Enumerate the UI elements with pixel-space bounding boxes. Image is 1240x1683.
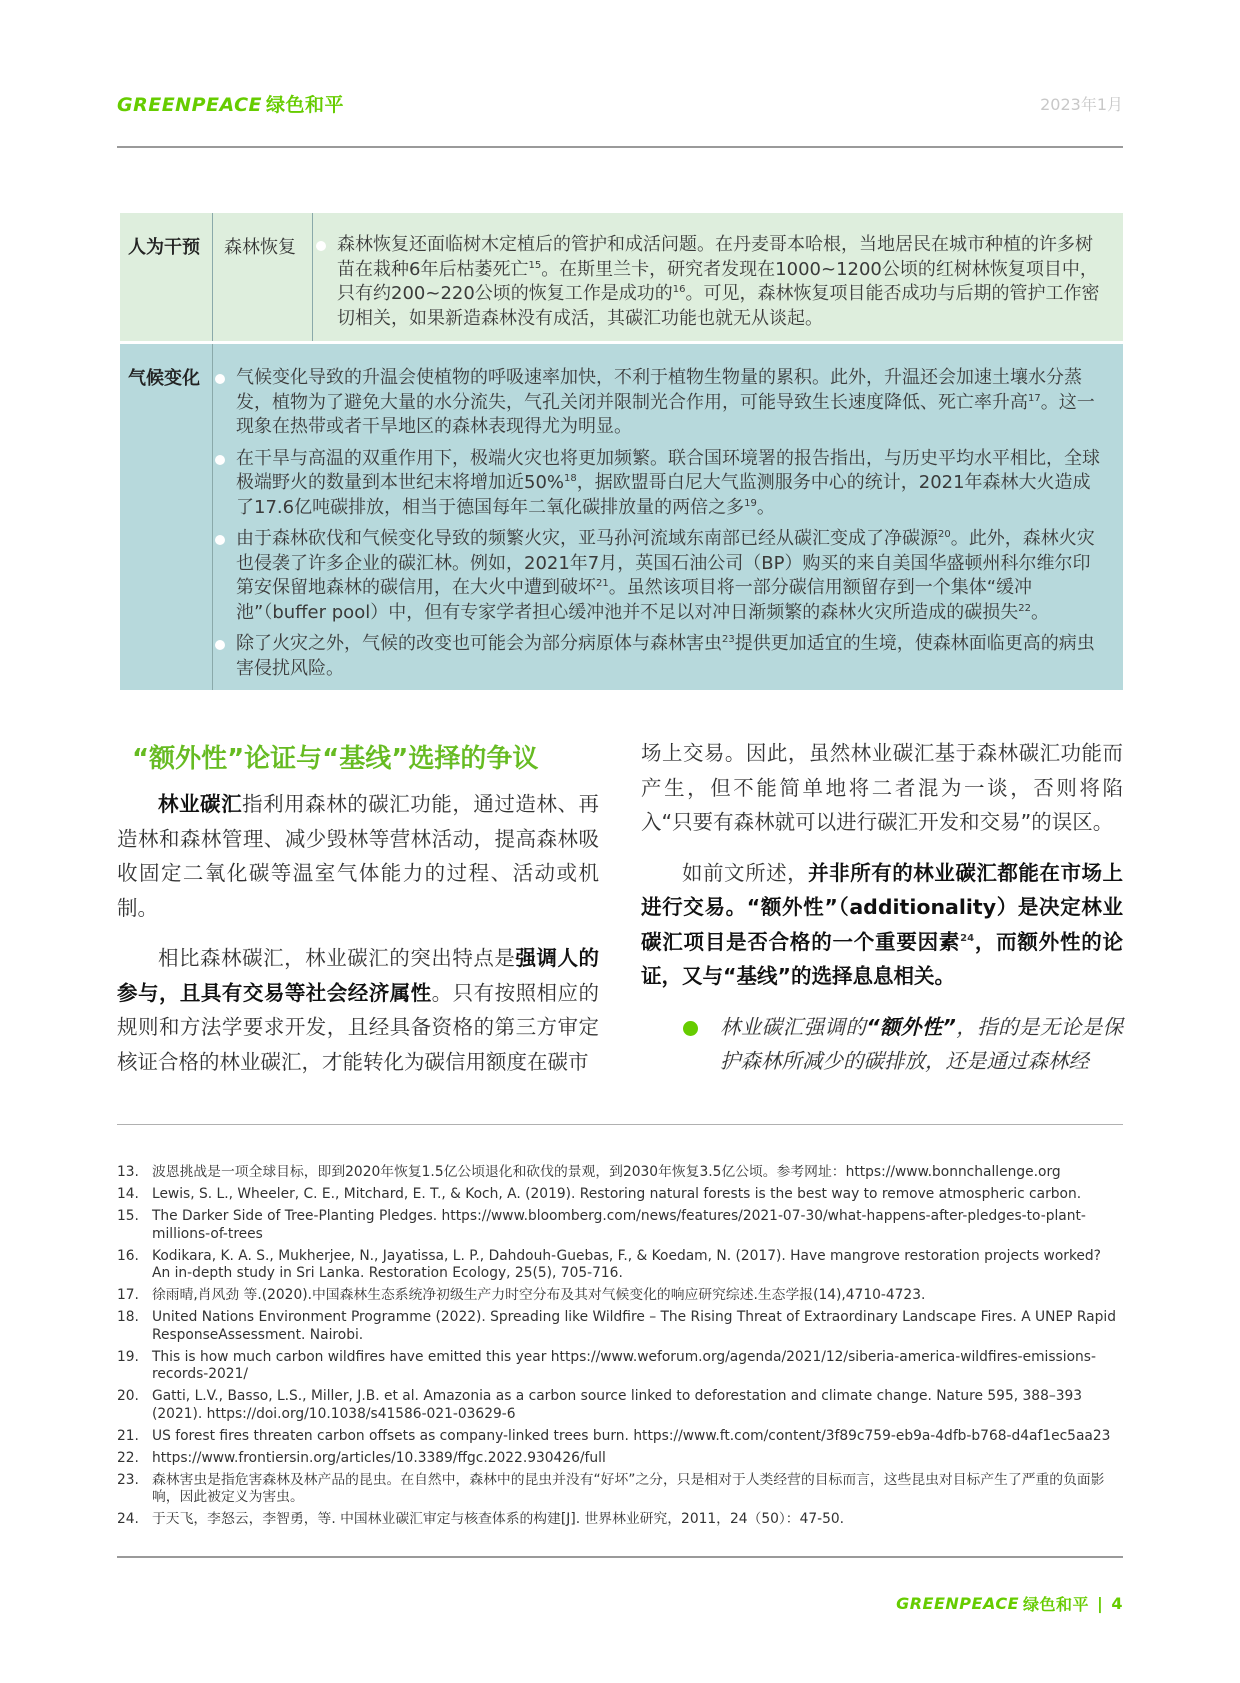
footnote-text: 徐雨晴,肖风劲 等.(2020).中国森林生态系统净初级生产力时空分布及其对气候变化的响应研究综述.生态学报(14),4710-4723.: [152, 1287, 926, 1303]
page-number: 4: [1111, 1594, 1123, 1613]
left-column: [117, 787, 599, 1095]
header-date: 2023年1月: [1040, 95, 1123, 114]
text-run: ，据欧盟哥白尼大气监测服务中心的统计，2021年森林大火造成了17.6亿吨碳排放，相当于德国每年二氧化碳排放量的两倍之多: [236, 472, 1091, 518]
bullet-item: [214, 447, 1107, 521]
paragraph: [117, 787, 599, 925]
bullet-list: [315, 233, 1105, 338]
footnote-list: [117, 1164, 1123, 1533]
footnote-text: Lewis, S. L., Wheeler, C. E., Mitchard, E. T., & Koch, A. (2019). Restoring natural forests is the best way to remove atmospheric carbon.: [152, 1186, 1082, 1202]
bullet-list: [214, 366, 1107, 688]
footer: [896, 1592, 1123, 1615]
text-run: 气候变化导致的升温会使植物的呼吸速率加快，不利于植物生物量的累积。此外，升温还会加速土壤水分蒸发，植物为了避免大量的水分流失，气孔关闭并限制光合作用，可能导致生长速度降低、死亡率升高: [236, 367, 1082, 413]
text-run: 除了火灾之外，气候的改变也可能会为部分病原体与森林害虫: [236, 633, 722, 654]
bullet-item: [214, 366, 1107, 440]
text-run: 。这一现象在热带或者干旱地区的森林表现得尤为明显。: [236, 391, 1095, 437]
header-greenpeace-logo: [117, 90, 344, 117]
footnote-ref: 23: [722, 634, 735, 645]
text-run: 。虽然该项目将一部分碳信用额留存到一个集体“缓冲池”（buffer pool）中，但有专家学者担心缓冲池并不足以对冲日渐频繁的森林火灾所造成的碳损失: [236, 577, 1033, 623]
footnote-text: Kodikara, K. A. S., Mukherjee, N., Jayatissa, L. P., Dahdouh-Guebas, F., & Koedam, N. (2017). Have mangrove restoration projects worked? An in-depth study in Sri Lanka. Restoration Ecology, 25(5), 705-716.: [152, 1247, 1102, 1281]
footnote-number: 20.: [117, 1388, 139, 1404]
footnote-item: [117, 1472, 1123, 1507]
text-run: 。此外，森林火灾也侵袭了许多企业的碳汇林。例如，2021年7月，英国石油公司（BP）购买的来自美国华盛顿州科尔维尔印第安保留地森林的碳信用，在大火中遭到破坏: [236, 528, 1095, 598]
header-divider: [117, 146, 1123, 148]
footnote-number: 24.: [117, 1511, 139, 1527]
footer-separator: |: [1097, 1594, 1104, 1613]
callout: [641, 1010, 1123, 1079]
footnote-number: 16.: [117, 1247, 139, 1264]
bullet-item: [315, 233, 1105, 331]
text-run: ，指的是无论是保护森林所减少的碳排放，还是通过森林经: [720, 1014, 1124, 1073]
footnote-item: [117, 1450, 1123, 1468]
footnote-ref: 18: [564, 473, 577, 484]
bullet-item: [214, 527, 1107, 625]
text-run: 场上交易。因此，虽然林业碳汇基于森林碳汇功能而产生，但不能简单地将二者混为一谈，否则将陷入“只要有森林就可以进行碳汇开发和交易”的误区。: [641, 741, 1123, 834]
table-row-climate-change: [120, 344, 1123, 690]
footnote-item: [117, 1287, 1123, 1305]
footnote-number: 13.: [117, 1164, 139, 1180]
footnote-number: 22.: [117, 1449, 139, 1466]
footnote-number: 14.: [117, 1186, 139, 1202]
footnote-ref: 15: [528, 259, 542, 271]
bold-text-run: 并非所有的林业碳汇都能在市场上进行交易。“额外性”（additionality）是决定林业碳汇项目是否合格的一个重要因素: [641, 860, 1124, 954]
paragraph: [641, 736, 1123, 840]
footer-logo-chinese-text: 绿色和平: [1023, 1595, 1090, 1614]
text-run: 森林恢复还面临树木定植后的管护和成活问题。在丹麦哥本哈根，当地居民在城市种植的许多树苗在栽种6年后枯萎死亡: [337, 234, 1093, 280]
footer-logo-text: GREENPEACE: [896, 1594, 1019, 1613]
bold-text-run: 林业碳汇: [158, 792, 243, 816]
footnote-item: [117, 1309, 1123, 1344]
footnote-text: 波恩挑战是一项全球目标，即到2020年恢复1.5亿公顷退化和砍伐的景观，到2030年恢复3.5亿公顷。参考网址：https://www.bonnchallenge.org: [152, 1164, 1061, 1180]
text-run: 林业碳汇强调的: [720, 1014, 867, 1039]
logo-chinese-text: 绿色和平: [266, 94, 345, 116]
footnote-item: [117, 1164, 1123, 1182]
footnote-item: [117, 1511, 1123, 1529]
footnote-ref: 19: [744, 497, 757, 509]
text-run: 提供更加适宜的生境，使森林面临更高的病虫害侵扰风险。: [236, 633, 1095, 679]
footnote-item: [117, 1248, 1123, 1283]
logo-text: GREENPEACE: [117, 94, 263, 116]
footnote-number: 21.: [117, 1427, 139, 1444]
text-run: 相比森林碳汇，林业碳汇的突出特点是: [158, 946, 516, 970]
footnote-item: [117, 1186, 1123, 1204]
footnote-text: US forest fires threaten carbon offsets as company-linked trees burn. https://www.ft.com/content/3f89c759-eb9a-4dfb-b768-d4af1ec5aa23: [152, 1427, 1111, 1444]
footnote-ref: 21: [596, 578, 609, 589]
footnote-text: United Nations Environment Programme (2022). Spreading like Wildfire – The Rising Threat of Extraordinary Landscape Fires. A UNEP Rapid ResponseAssessment. Nairobi.: [152, 1309, 1116, 1343]
column-divider: [212, 213, 213, 341]
footnote-text: This is how much carbon wildfires have emitted this year https://www.weforum.org/agenda/2021/12/siberia-america-wildfires-emissions-records-2021/: [152, 1348, 1096, 1382]
footnote-item: [117, 1349, 1123, 1384]
bold-text-run: ，而额外性的论证，又与“基线”的选择息息相关。: [641, 929, 1124, 988]
row-subcategory-label: 森林恢复: [224, 237, 296, 258]
paragraph: [641, 856, 1123, 994]
column-divider: [312, 213, 313, 341]
footnote-text: The Darker Side of Tree-Planting Pledges. https://www.bloomberg.com/news/features/2021-07-30/what-happens-after-pledges-to-plant-millions-of-trees: [152, 1208, 1086, 1242]
text-run: 指利用森林的碳汇功能，通过造林、再造林和森林管理、减少毁林等营林活动，提高森林吸收固定二氧化碳等温室气体能力的过程、活动或机制。: [117, 792, 600, 920]
text-run: 。可见，森林恢复项目能否成功与后期的管护工作密切相关，如果新造森林没有成活，其碳汇功能也就无从谈起。: [337, 283, 1100, 329]
section-title: “额外性”论证与“基线”选择的争议: [132, 744, 539, 774]
text-run: 。在斯里兰卡，研究者发现在1000~1200公顷的红树林恢复项目中，只有约200~220公顷的恢复工作是成功的: [337, 258, 1098, 304]
callout-text: [720, 1010, 1123, 1079]
footnote-ref: 20: [938, 529, 951, 540]
text-run: 。: [756, 496, 775, 518]
column-divider: [212, 344, 213, 690]
row-category-label: 气候变化: [128, 368, 200, 389]
green-bullet-icon: [683, 1021, 698, 1036]
row-category-label: 人为干预: [128, 237, 200, 258]
footnote-number: 17.: [117, 1287, 139, 1303]
text-run: 。只有按照相应的规则和方法学要求开发，且经具备资格的第三方审定核证合格的林业碳汇，才能转化为碳信用额度在碳市: [117, 980, 600, 1074]
footnote-text: https://www.frontiersin.org/articles/10.3389/ffgc.2022.930426/full: [152, 1449, 606, 1466]
footnote-text: 于天飞，李怒云，李智勇，等. 中国林业碳汇审定与核查体系的构建[J]. 世界林业研究，2011，24（50）：47-50.: [152, 1511, 845, 1527]
footnote-number: 18.: [117, 1309, 139, 1325]
footnote-number: 19.: [117, 1348, 139, 1365]
bold-text-run: 强调人的参与，且具有交易等社会经济属性: [117, 946, 600, 1005]
paragraph: [117, 941, 599, 1079]
footnote-item: [117, 1208, 1123, 1243]
text-run: 如前文所述，: [682, 860, 809, 885]
right-paragraphs: [641, 736, 1123, 994]
right-column: [641, 736, 1123, 1079]
text-run: 在干旱与高温的双重作用下，极端火灾也将更加频繁。联合国环境署的报告指出，与历史平均水平相比，全球极端野火的数量到本世纪末将增加近50%: [236, 447, 1100, 493]
footnote-ref: 22: [1018, 602, 1031, 614]
table-row-human-intervention: [120, 213, 1123, 341]
footnote-text: 森林害虫是指危害森林及林产品的昆虫。在自然中，森林中的昆虫并没有“好坏”之分，只是相对于人类经营的目标而言，这些昆虫对目标产生了严重的负面影响，因此被定义为害虫。: [152, 1471, 1105, 1505]
footnote-ref: 16: [672, 284, 686, 295]
footer-divider: [117, 1556, 1123, 1558]
text-run: 。: [1030, 601, 1049, 623]
footnote-text: Gatti, L.V., Basso, L.S., Miller, J.B. et al. Amazonia as a carbon source linked to deforestation and climate change. Nature 595, 388–393 (2021). https://doi.org/10.1038/s41586-021-03629-6: [152, 1388, 1083, 1422]
footnote-item: [117, 1428, 1123, 1446]
footnote-divider: [117, 1124, 1123, 1125]
footnote-number: 23.: [117, 1471, 139, 1488]
text-run: 由于森林砍伐和气候变化导致的频繁火灾，亚马孙河流域东南部已经从碳汇变成了净碳源: [236, 528, 938, 549]
bold-text-run: “额外性”: [866, 1014, 956, 1039]
footnote-number: 15.: [117, 1208, 139, 1224]
footnote-item: [117, 1388, 1123, 1423]
bullet-item: [214, 632, 1107, 681]
footnote-ref: 24: [960, 932, 975, 944]
footnote-ref: 17: [1028, 392, 1041, 404]
